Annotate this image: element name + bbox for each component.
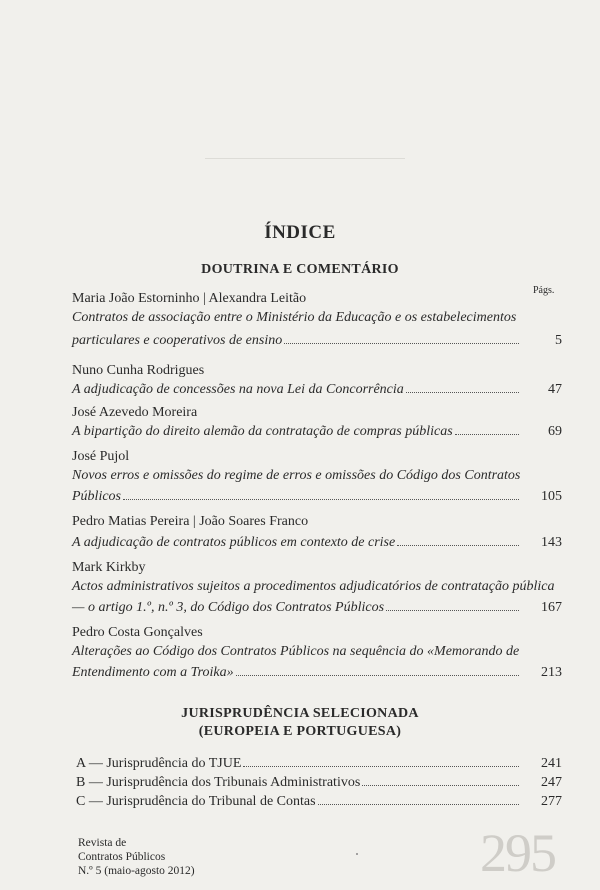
dot-leader <box>123 498 519 500</box>
dot-leader <box>362 784 519 786</box>
entry-author: Nuno Cunha Rodrigues <box>72 363 205 378</box>
dot-leader <box>236 674 519 676</box>
dot-leader <box>284 342 519 344</box>
entry-page: 69 <box>548 424 562 439</box>
toc-entry <box>72 403 562 441</box>
entry-title: Contratos de associação entre o Ministério da Educação e os estabelecimentos particulares e cooperativos de ensino 5 <box>72 310 562 348</box>
entry-title: Alterações ao Código dos Contratos Públicos na sequência do «Memorando de Entendimento com a Troika» 213 <box>72 644 562 680</box>
entry-title: Actos administrativos sujeitos a procedimentos adjudicatórios de contratação pública — o artigo 1.º, n.º 3, do Código dos Contratos Públicos 167 <box>72 579 562 615</box>
section-heading-jurisprudencia: JURISPRUDÊNCIA SELECIONADA <box>181 706 419 721</box>
toc-entry <box>72 447 562 506</box>
show-through-rule <box>205 158 405 159</box>
entry-title: A adjudicação de contratos públicos em contexto de crise 143 <box>72 535 562 550</box>
entry-page: 47 <box>548 382 562 397</box>
toc-entry <box>72 361 562 399</box>
dot-leader <box>318 803 519 805</box>
entry-author: Pedro Matias Pereira | João Soares Franco <box>72 514 309 529</box>
juris-item: B — Jurisprudência dos Tribunais Administrativos 247 <box>76 775 562 790</box>
dot-leader <box>386 609 519 611</box>
entry-page: 5 <box>555 333 562 348</box>
juris-item: C — Jurisprudência do Tribunal de Contas 277 <box>76 794 562 809</box>
running-footer: Revista de Contratos Públicos N.º 5 (maio-agosto 2012) <box>78 837 195 877</box>
juris-list <box>76 754 562 811</box>
entry-title: A bipartição do direito alemão da contratação de compras públicas 69 <box>72 424 562 439</box>
dot-leader <box>455 433 519 435</box>
entry-author: José Azevedo Moreira <box>72 405 198 420</box>
section-heading-doutrina: DOUTRINA E COMENTÁRIO <box>201 262 399 277</box>
pages-column-label: Págs. <box>533 285 555 296</box>
toc-entry <box>72 289 562 350</box>
entry-page: 105 <box>541 489 562 504</box>
juris-item: A — Jurisprudência do TJUE 241 <box>76 756 562 771</box>
entry-title: Novos erros e omissões do regime de erros e omissões do Código dos Contratos Públicos 105 <box>72 468 562 504</box>
dot-leader <box>243 765 519 767</box>
section-subheading-jurisprudencia: (EUROPEIA E PORTUGUESA) <box>198 724 402 739</box>
entry-author: José Pujol <box>72 449 130 464</box>
dot-leader <box>406 391 519 393</box>
entry-title: A adjudicação de concessões na nova Lei da Concorrência 47 <box>72 382 562 397</box>
entry-author: Pedro Costa Gonçalves <box>72 625 203 640</box>
dot-leader <box>397 544 519 546</box>
toc-entry <box>72 623 562 682</box>
speck <box>356 853 358 855</box>
entry-page: 143 <box>541 535 562 550</box>
entry-author: Maria João Estorninho | Alexandra Leitão <box>72 291 307 306</box>
entry-page: 167 <box>541 600 562 615</box>
entry-page: 213 <box>541 665 562 680</box>
index-title: ÍNDICE <box>264 222 336 243</box>
entry-author: Mark Kirkby <box>72 560 146 575</box>
toc-entry <box>72 512 562 552</box>
toc-entry <box>72 558 562 617</box>
page-number: 295 <box>480 823 555 883</box>
